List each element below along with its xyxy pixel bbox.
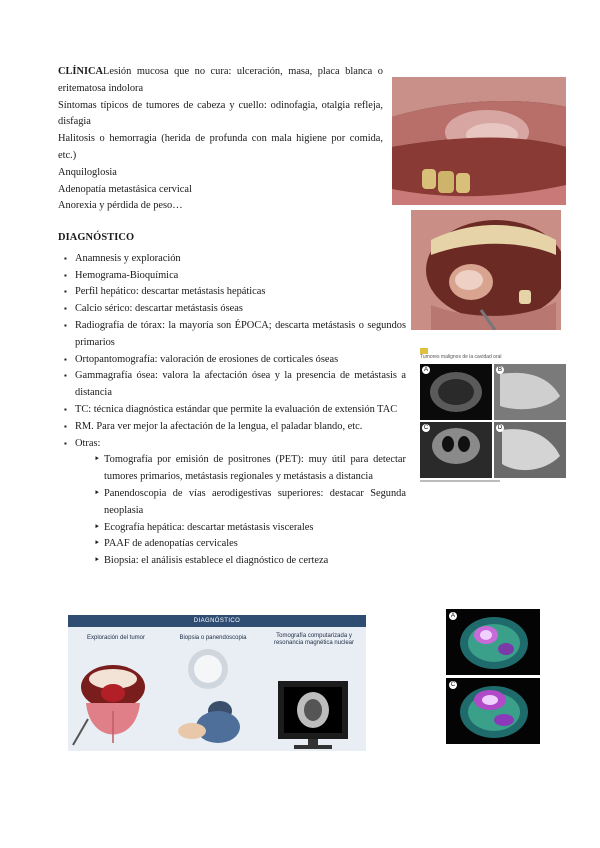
sub-list-item: ‣ Biopsia: el análisis establece el diagnóstico de certeza <box>75 553 406 570</box>
ct-scan-figure <box>418 346 568 486</box>
list-item: ▪ Radiografía de tórax: la mayoría son ÉPOCA; descarta metástasis o segundos primarios <box>58 318 406 352</box>
sub-list-item: ‣ Panendoscopia de vías aerodigestivas superiores: destacar Segunda neoplasia <box>75 486 406 520</box>
list-item: ▪ Anamnesis y exploración <box>58 251 406 268</box>
list-item: ▪ Perfil hepático: descartar metástasis hepáticas <box>58 284 406 301</box>
list-item: ▪ RM. Para ver mejor la afectación de la lengua, el paladar blando, etc. <box>58 419 406 436</box>
oral-lesion-photo-1 <box>392 77 566 205</box>
sub-list-item: ‣ PAAF de adenopatías cervicales <box>75 536 406 553</box>
ct-figure-caption: Tumores malignos de la cavidad oral <box>420 354 502 360</box>
diagnostico-sublist <box>75 452 406 570</box>
diagnostico-section <box>58 230 406 570</box>
ct-panel-label: B <box>497 367 502 373</box>
diagnostico-list <box>58 251 406 570</box>
banner-label-tc-rm: Tomografía computarizada y resonancia magnética nuclear <box>273 633 355 646</box>
clinica-line-2: Síntomas típicos de tumores de cabeza y cuello: odinofagia, otalgia refleja, disfagia <box>58 99 383 128</box>
list-item: ▪ Gammagrafía ósea: valora la afectación ósea y la presencia de metástasis a distancia <box>58 368 406 402</box>
diagnostico-banner <box>68 615 366 751</box>
list-item: ▪ Otras: ‣ Tomografía por emisión de positrones (PET): muy útil para detectar tumores primarios, metástasis regionales y metástasis a distancia ‣ Panendoscopia de vías aerodigestivas superiores: destacar Segunda neoplasia ‣ Ecografía hepática: descartar metástasis viscerales ‣ PAAF de adenopatías cervicales ‣ Biopsia: el análisis establece el diagnóstico de certeza <box>58 436 406 570</box>
ct-panel-label: D <box>497 425 503 431</box>
list-item: ▪ Hemograma-Bioquímica <box>58 268 406 285</box>
clinica-section <box>58 64 383 215</box>
clinica-line-6: Anorexia y pérdida de peso… <box>58 200 183 212</box>
sub-list-item: ‣ Ecografía hepática: descartar metástasis viscerales <box>75 520 406 537</box>
diagnostico-heading: DIAGNÓSTICO <box>58 232 135 243</box>
oral-lesion-photo-2 <box>411 210 561 330</box>
list-item: ▪ Ortopantomografía: valoración de erosiones de corticales óseas <box>58 352 406 369</box>
clinica-heading: CLÍNICA <box>58 66 104 77</box>
sub-list-item: ‣ Tomografía por emisión de positrones (PET): muy útil para detectar tumores primarios, metástasis regionales y metástasis a distancia <box>75 452 406 486</box>
pet-panel-label: A <box>450 613 455 619</box>
banner-title: DIAGNÓSTICO <box>68 615 366 627</box>
banner-label-exploracion: Exploración del tumor <box>86 635 146 641</box>
list-item: ▪ Calcio sérico: descartar metástasis óseas <box>58 301 406 318</box>
pet-scan-top <box>446 609 540 675</box>
ct-panel-label: C <box>423 425 429 431</box>
ct-panel-label: A <box>423 367 428 373</box>
pet-scan-bottom <box>446 678 540 744</box>
banner-label-biopsia: Biopsia o panendoscopia <box>179 635 247 641</box>
pet-panel-label: C <box>450 682 456 688</box>
clinica-line-3: Halitosis o hemorragia (herida de profunda con mala higiene por comida, etc.) <box>58 133 383 161</box>
list-item: ▪ TC: técnica diagnóstica estándar que permite la evaluación de extensión TAC <box>58 402 406 419</box>
clinica-line-4: Anquiloglosia <box>58 166 117 178</box>
clinica-line-1: CLÍNICALesión mucosa que no cura: ulceración, masa, placa blanca o eritematosa indolora <box>58 66 383 94</box>
clinica-line-5: Adenopatía metastásica cervical <box>58 183 192 195</box>
